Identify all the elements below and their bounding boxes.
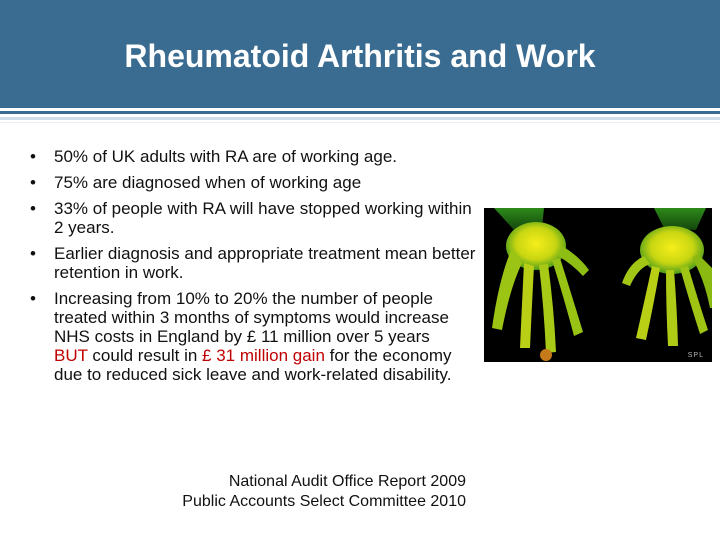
header-divider-light (0, 117, 720, 120)
hands-xray-image (484, 208, 712, 362)
reference-line: National Audit Office Report 2009 (228, 473, 466, 490)
bullet-icon: • (30, 289, 36, 308)
bullet-text: Earlier diagnosis and appropriate treatment mean better retention in work. (54, 244, 476, 282)
bullet-item (30, 199, 480, 237)
continuation-text: could result in (87, 346, 203, 365)
hands-xray-illustration (484, 208, 712, 362)
bullet-item (30, 244, 480, 282)
bullet-item (30, 289, 480, 384)
bullet-icon: • (30, 199, 36, 218)
bullet-text: 50% of UK adults with RA are of working age. (54, 147, 398, 166)
image-credit: SPL (687, 352, 704, 359)
references (140, 472, 466, 512)
bullet-text: 75% are diagnosed when of working age (54, 173, 362, 192)
bullet-icon: • (30, 147, 36, 166)
gain-emphasis: £ 31 million gain (202, 346, 325, 365)
bullet-item (30, 147, 480, 166)
header-divider (0, 111, 720, 114)
bullet-item (30, 173, 480, 192)
bullet-icon: • (30, 173, 36, 192)
continuation-tail: for the economy due to reduced sick leave and work-related disability. (54, 346, 452, 384)
but-emphasis: BUT (54, 346, 88, 365)
bullet-list (30, 147, 480, 391)
slide-title: Rheumatoid Arthritis and Work (124, 38, 596, 74)
reference-line: Public Accounts Select Committee 2010 (182, 493, 466, 510)
bullet-text: 33% of people with RA will have stopped working within 2 years. (54, 199, 472, 237)
header-divider-faint (0, 122, 720, 123)
bullet-icon: • (30, 244, 36, 263)
bullet-text: Increasing from 10% to 20% the number of people treated within 3 months of symptoms would increase NHS costs in England by £ 11 million over 5 years (54, 289, 449, 346)
